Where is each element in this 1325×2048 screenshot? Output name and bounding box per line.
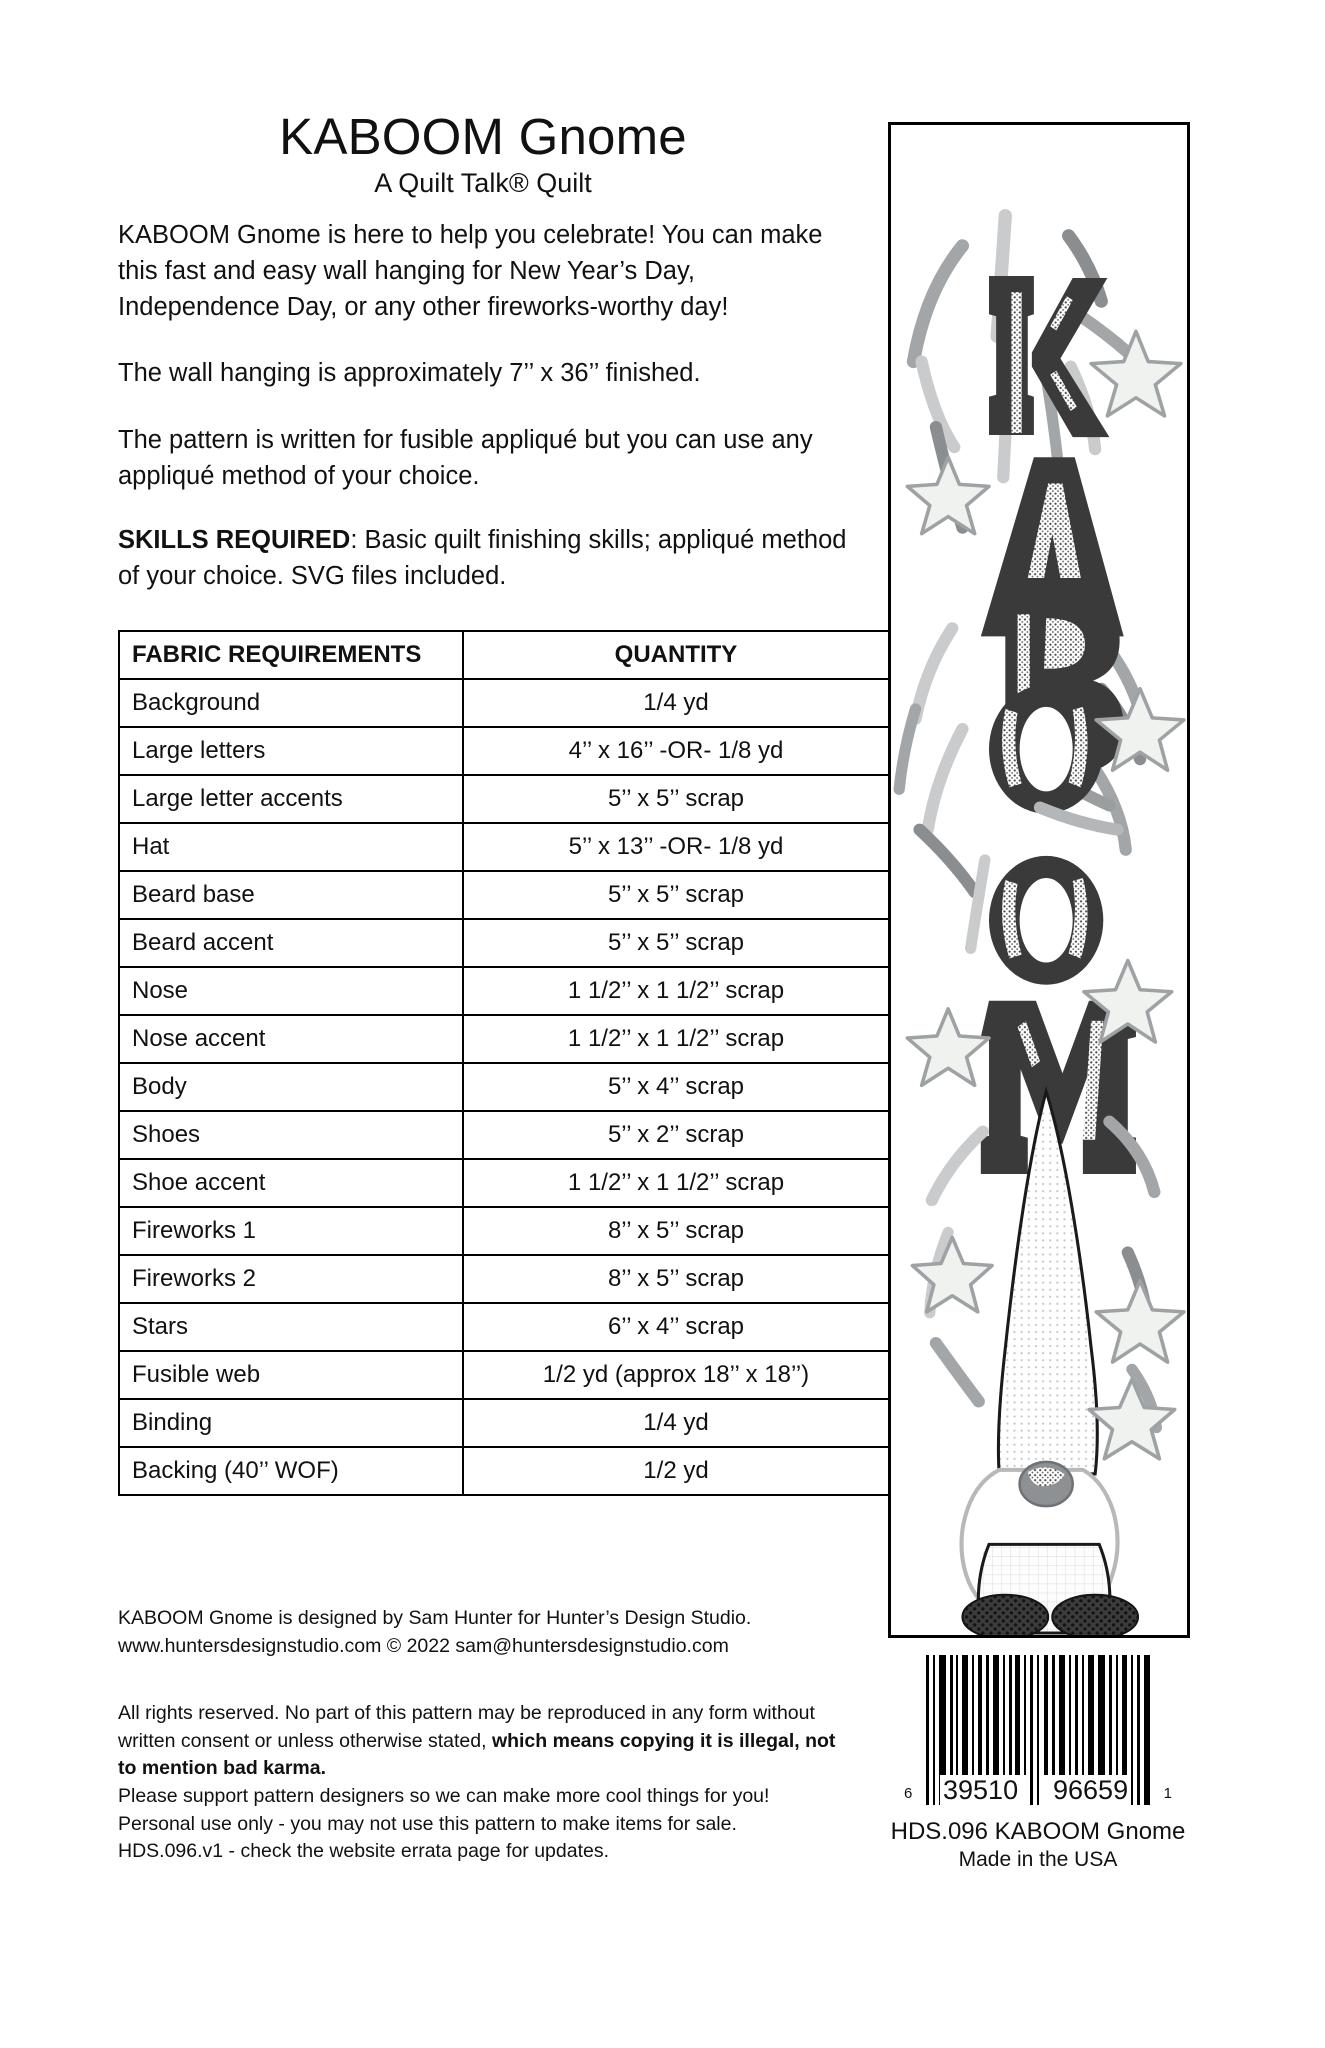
legal-support-line: Please support pattern designers so we can make more cool things for you! <box>118 1785 770 1808</box>
barcode-caption <box>888 1817 1188 1873</box>
fabric-item-cell: Large letter accents <box>119 775 463 823</box>
fabric-quantity-cell: 1 1/2’’ x 1 1/2’’ scrap <box>463 1015 889 1063</box>
page-subtitle: A Quilt Talk® Quilt <box>374 168 592 199</box>
fabric-item-cell: Binding <box>119 1399 463 1447</box>
table-row <box>119 775 889 823</box>
legal-personal-use-line: Personal use only - you may not use this pattern to make items for sale. <box>118 1812 737 1835</box>
table-row <box>119 871 889 919</box>
fabric-item-cell: Fireworks 2 <box>119 1255 463 1303</box>
table-row <box>119 1255 889 1303</box>
skills-required-label: SKILLS REQUIRED <box>118 525 351 554</box>
table-row <box>119 1015 889 1063</box>
table-row <box>119 727 889 775</box>
fabric-item-cell: Large letters <box>119 727 463 775</box>
fabric-item-cell: Fireworks 1 <box>119 1207 463 1255</box>
table-row <box>119 919 889 967</box>
letter-o-2 <box>989 856 1103 985</box>
fabric-quantity-cell: 5’’ x 4’’ scrap <box>463 1063 889 1111</box>
table-row <box>119 1159 889 1207</box>
fabric-quantity-cell: 1/2 yd (approx 18’’ x 18’’) <box>463 1351 889 1399</box>
table-row <box>119 679 889 727</box>
fabric-item-cell: Nose accent <box>119 1015 463 1063</box>
table-row <box>119 1303 889 1351</box>
method-paragraph: The pattern is written for fusible appliqué but you can use any appliqué method of your choice. <box>118 425 813 490</box>
document-text-column <box>118 110 848 624</box>
credit-line-website: www.huntersdesignstudio.com © 2022 sam@huntersdesignstudio.com <box>118 1634 729 1657</box>
fabric-quantity-cell: 5’’ x 5’’ scrap <box>463 871 889 919</box>
barcode-caption-sku: HDS.096 KABOOM Gnome <box>890 1818 1186 1845</box>
legal-rights-paragraph <box>118 1700 858 1783</box>
table-header-row <box>119 631 889 679</box>
fabric-quantity-cell: 5’’ x 13’’ -OR- 1/8 yd <box>463 823 889 871</box>
fabric-quantity-cell: 6’’ x 4’’ scrap <box>463 1303 889 1351</box>
table-row <box>119 1063 889 1111</box>
fabric-item-cell: Fusible web <box>119 1351 463 1399</box>
legal-rights-text: All rights reserved. No part of this pattern may be reproduced in any form without written consent or unless otherwise stated, <box>118 1702 815 1752</box>
barcode-digit-left: 6 <box>904 1785 913 1802</box>
fabric-item-cell: Shoe accent <box>119 1159 463 1207</box>
page-title: KABOOM Gnome <box>279 108 687 165</box>
fabric-item-cell: Beard accent <box>119 919 463 967</box>
fabric-quantity-cell: 5’’ x 2’’ scrap <box>463 1111 889 1159</box>
fabric-quantity-cell: 8’’ x 5’’ scrap <box>463 1207 889 1255</box>
legal-block <box>118 1700 858 1866</box>
fabric-quantity-cell: 8’’ x 5’’ scrap <box>463 1255 889 1303</box>
barcode-digit-group-2: 96659 <box>1050 1775 1131 1806</box>
table-row <box>119 1111 889 1159</box>
fabric-quantity-cell: 1 1/2’’ x 1 1/2’’ scrap <box>463 967 889 1015</box>
credit-line-designer: KABOOM Gnome is designed by Sam Hunter for Hunter’s Design Studio. <box>118 1607 752 1629</box>
table-row <box>119 1351 889 1399</box>
barcode-digits <box>898 1775 1178 1805</box>
intro-paragraph: KABOOM Gnome is here to help you celebrate! You can make this fast and easy wall hanging for New Year’s Day, Independence Day, or any other fireworks-worthy day! <box>118 220 823 322</box>
column-header-fabric: FABRIC REQUIREMENTS <box>119 631 463 679</box>
skills-paragraph <box>118 522 848 594</box>
size-paragraph: The wall hanging is approximately 7’’ x 36’’ finished. <box>118 359 701 388</box>
fabric-item-cell: Hat <box>119 823 463 871</box>
fabric-quantity-cell: 1/4 yd <box>463 679 889 727</box>
fabric-quantity-cell: 1 1/2’’ x 1 1/2’’ scrap <box>463 1159 889 1207</box>
fabric-item-cell: Background <box>119 679 463 727</box>
legal-rights-emphasis: which means copying it is illegal, not to mention bad karma. <box>118 1729 836 1780</box>
skills-required-text: : Basic quilt finishing skills; appliqué method of your choice. SVG files included. <box>118 525 847 591</box>
fabric-quantity-cell: 1/4 yd <box>463 1399 889 1447</box>
fabric-item-cell: Nose <box>119 967 463 1015</box>
quilt-illustration-svg <box>891 125 1187 1635</box>
legal-errata-line: HDS.096.v1 - check the website errata page for updates. <box>118 1840 610 1863</box>
credit-block <box>118 1605 858 1660</box>
table-row <box>119 967 889 1015</box>
fabric-quantity-cell: 5’’ x 5’’ scrap <box>463 919 889 967</box>
fabric-item-cell: Beard base <box>119 871 463 919</box>
barcode-digit-right: 1 <box>1163 1785 1172 1802</box>
table-row <box>119 1207 889 1255</box>
fabric-quantity-cell: 4’’ x 16’’ -OR- 1/8 yd <box>463 727 889 775</box>
table-row <box>119 1399 889 1447</box>
quilt-illustration <box>888 122 1190 1638</box>
fabric-quantity-cell: 5’’ x 5’’ scrap <box>463 775 889 823</box>
fabric-item-cell: Shoes <box>119 1111 463 1159</box>
barcode-area <box>888 1655 1188 1873</box>
table-row <box>119 823 889 871</box>
fabric-item-cell: Body <box>119 1063 463 1111</box>
table-row <box>119 1447 889 1495</box>
fabric-requirements-table <box>118 630 890 1496</box>
fabric-item-cell: Backing (40’’ WOF) <box>119 1447 463 1495</box>
letter-o-1 <box>989 685 1103 814</box>
fabric-quantity-cell: 1/2 yd <box>463 1447 889 1495</box>
fabric-item-cell: Stars <box>119 1303 463 1351</box>
barcode-digit-group-1: 39510 <box>940 1775 1021 1806</box>
column-header-quantity: QUANTITY <box>463 631 889 679</box>
barcode-caption-made-in: Made in the USA <box>958 1848 1118 1871</box>
